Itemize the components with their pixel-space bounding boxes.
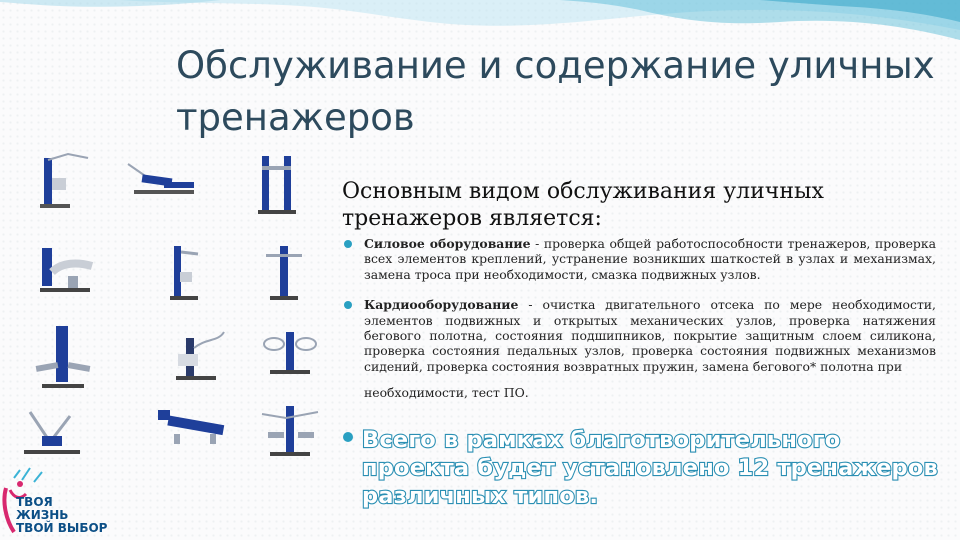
- bullet-text: - проверка общей работоспособности тренажеров, проверка всех элементов креплений, устранение возникших шаткостей в узлах и механизмах, замена троса при необходимости, смазка подвижных узлов.: [364, 236, 936, 282]
- equipment-image-7: [34, 324, 92, 390]
- equipment-image-9: [260, 326, 320, 376]
- equipment-image-10: [20, 408, 90, 458]
- equipment-image-11: [154, 408, 234, 448]
- slide-subtitle: Основным видом обслуживания уличных тренажеров является:: [342, 179, 824, 231]
- logo-line-1: ТВОЯ: [16, 495, 53, 509]
- equipment-image-5: [164, 242, 204, 302]
- equipment-image-12: [258, 402, 324, 458]
- bullet-strength-equipment: [336, 236, 936, 282]
- bullet-text-continuation: необходимости, тест ПО.: [364, 385, 529, 401]
- equipment-image-3: [254, 150, 304, 216]
- logo-line-3: ТВОЙ ВЫБОР: [16, 521, 108, 535]
- bullet-dot-icon: [344, 240, 352, 248]
- bullet-term: Силовое оборудование: [364, 236, 531, 251]
- logo-line-2: ЖИЗНЬ: [16, 508, 69, 522]
- slide-title: Обслуживание и содержание уличных тренажеров: [176, 44, 935, 139]
- highlight-statement: Всего в рамках благотворительного проекта будет установлено 12 тренажеров различных типов.: [362, 427, 938, 509]
- equipment-gallery: [14, 150, 334, 480]
- bullet-dot-icon: [344, 301, 352, 309]
- bullet-term: Кардиооборудование: [364, 297, 519, 313]
- equipment-image-1: [38, 150, 108, 210]
- project-logo: [0, 458, 130, 540]
- bullet-text: - очистка двигательного отсека по мере необходимости, элементов подвижных и открытых механических узлов, проверка натяжения бегового полотна, состояния подшипников, покрытие защитным слоем силикона, проверка состояния педальных узлов, проверка состояния подвижных механизмов сидений, проверка состояния возвратных пружин, замена бегового* полотна при: [364, 297, 936, 374]
- bullet-list: [336, 236, 936, 401]
- equipment-image-2: [124, 156, 204, 202]
- equipment-image-4: [38, 242, 104, 294]
- equipment-image-6: [262, 242, 306, 302]
- bullet-cardio-equipment: [336, 297, 936, 374]
- bullet-dot-icon: [343, 432, 353, 442]
- equipment-image-8: [172, 328, 228, 382]
